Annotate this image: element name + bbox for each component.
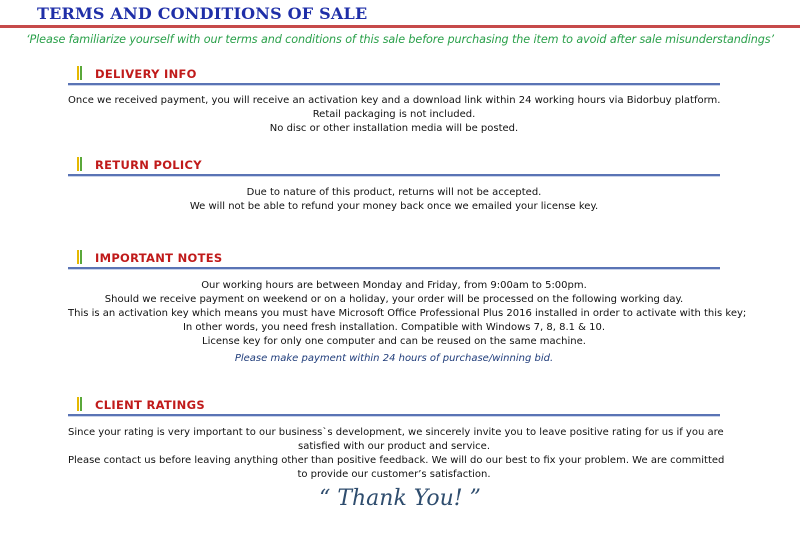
thank-you-signature: “ Thank You! ”: [319, 486, 481, 511]
header: [0, 0, 800, 30]
section-title: RETURN POLICY: [95, 158, 202, 172]
section-divider: [68, 267, 720, 270]
payment-note: Please make payment within 24 hours of purchase/winning bid.: [234, 353, 554, 364]
section-title: IMPORTANT NOTES: [95, 251, 223, 265]
body-line: Please contact us before leaving anything other than positive feedback. We will do our best to fix your problem. We are committed: [68, 455, 725, 466]
section-heading-important-notes: [68, 248, 720, 268]
body-line: This is an activation key which means you must have Microsoft Office Professional Plus 2016 installed in order to activate with this key;: [68, 308, 747, 319]
section-divider: [68, 414, 720, 417]
section-marker-icon: [77, 397, 84, 411]
section-marker-icon: [77, 66, 84, 80]
section-heading-delivery-info: [68, 64, 720, 84]
section-body-delivery-info: [68, 94, 720, 136]
page-subtitle: ‘Please familiarize yourself with our terms and conditions of this sale before purchasing the item to avoid after sale misunderstandings’: [26, 33, 774, 46]
section-marker-icon: [77, 250, 84, 264]
section-marker-icon: [77, 157, 84, 171]
section-divider: [68, 83, 720, 86]
section-heading-return-policy: [68, 155, 720, 175]
body-line: to provide our customer’s satisfaction.: [297, 469, 491, 480]
section-body-important-notes: [68, 279, 747, 349]
page-title: TERMS AND CONDITIONS OF SALE: [37, 4, 368, 23]
body-line: Our working hours are between Monday and Friday, from 9:00am to 5:00pm.: [201, 280, 587, 291]
body-line: We will not be able to refund your money back once we emailed your license key.: [189, 201, 599, 212]
section-body-client-ratings: [68, 426, 725, 482]
body-line: satisfied with our product and service.: [298, 441, 490, 452]
body-line: Once we received payment, you will receive an activation key and a download link within 24 working hours via Bidorbuy platform.: [68, 95, 721, 106]
body-line: Since your rating is very important to our business`s development, we sincerely invite you to leave positive rating for us if you are: [68, 427, 724, 438]
section-heading-client-ratings: [68, 395, 720, 415]
body-line: Retail packaging is not included.: [312, 109, 476, 120]
body-line: No disc or other installation media will be posted.: [269, 123, 519, 134]
body-line: In other words, you need fresh installation. Compatible with Windows 7, 8, 8.1 & 10.: [182, 322, 606, 333]
section-title: DELIVERY INFO: [95, 67, 197, 81]
title-divider: [0, 25, 800, 28]
section-body-return-policy: [68, 186, 720, 214]
section-title: CLIENT RATINGS: [95, 398, 205, 412]
section-divider: [68, 174, 720, 177]
body-line: Due to nature of this product, returns will not be accepted.: [246, 187, 542, 198]
body-line: License key for only one computer and can be reused on the same machine.: [202, 336, 586, 347]
body-line: Should we receive payment on weekend or on a holiday, your order will be processed on the following working day.: [104, 294, 684, 305]
